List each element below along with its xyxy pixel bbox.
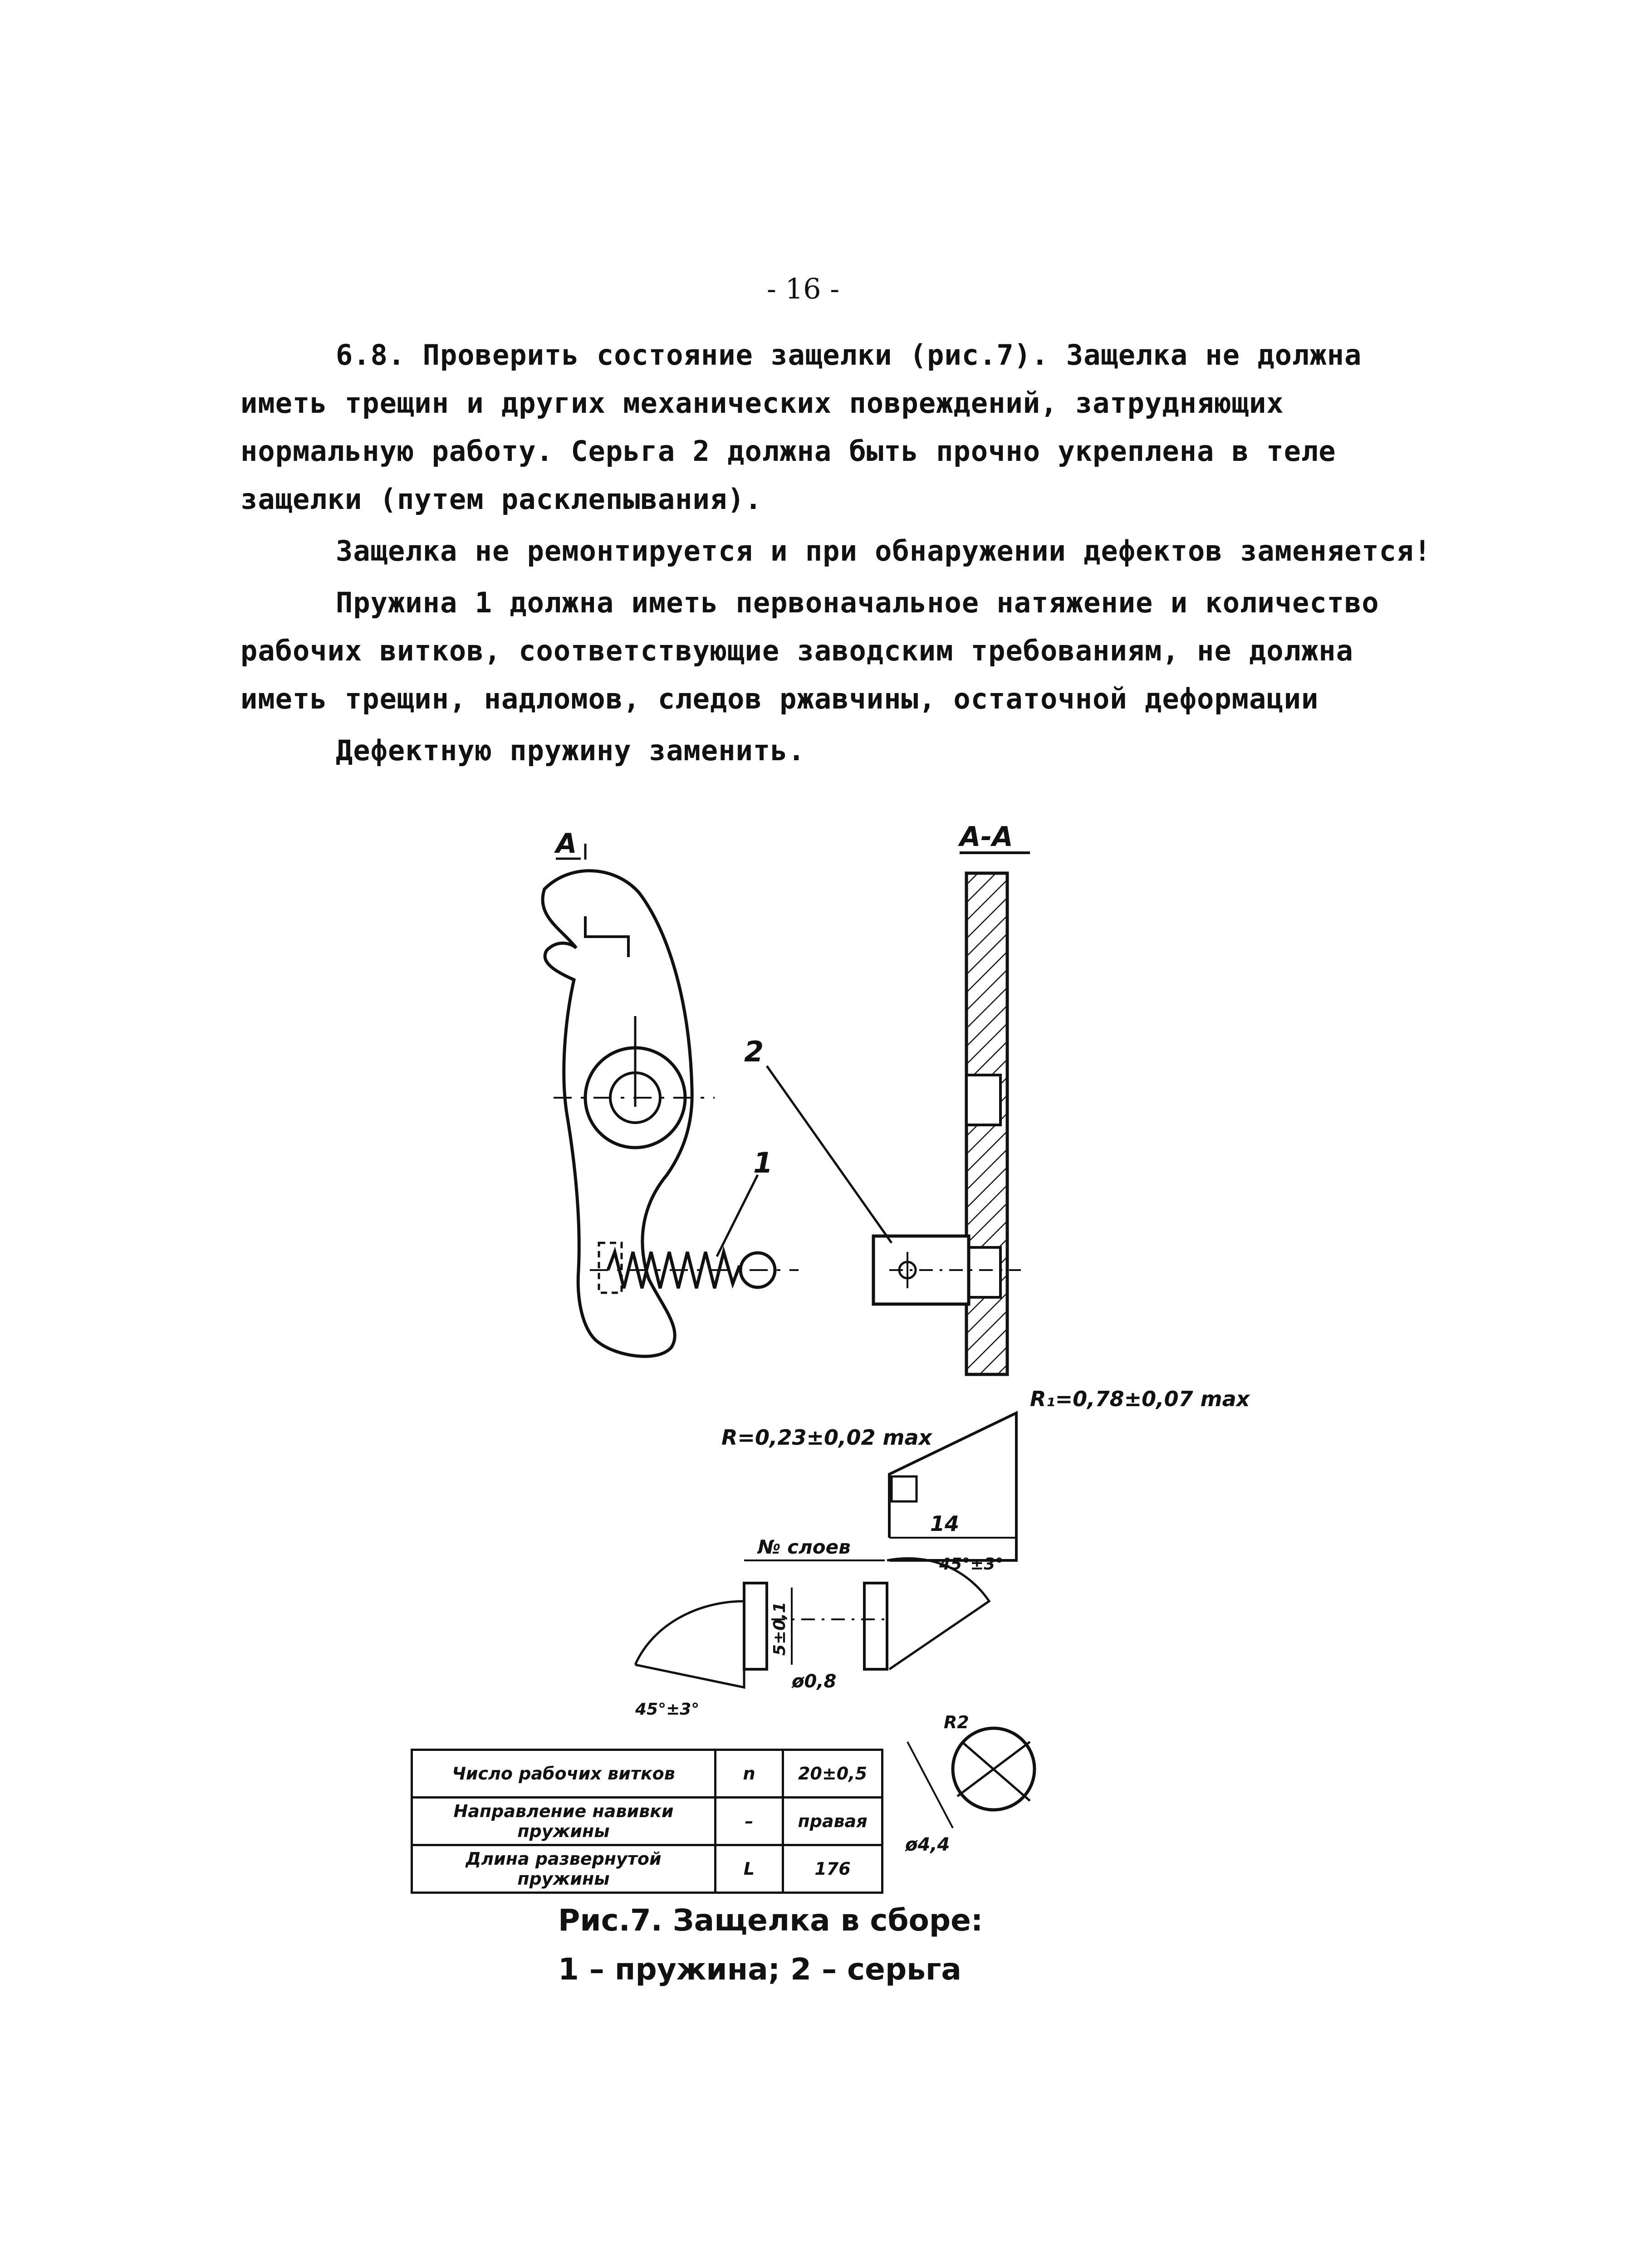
table-cell-symbol: n <box>716 1750 783 1798</box>
dim-radius-hook-main: R₁=0,78±0,07 max <box>1030 1387 1250 1411</box>
spring-coil-left <box>744 1583 767 1669</box>
hook-notch <box>892 1476 917 1501</box>
section-rivet-lower <box>966 1247 1000 1297</box>
figure-caption <box>558 1896 1103 1994</box>
dim-angle-left: 45°±3° <box>635 1700 700 1719</box>
callout-1-leader <box>717 1175 758 1256</box>
table-cell-symbol: L <box>716 1845 783 1893</box>
caption-legend: 1 – пружина; 2 – серьга <box>558 1952 961 1987</box>
dim-length: 14 <box>930 1511 960 1536</box>
paragraph-spring-requirements: Пружина 1 должна иметь первоначальное натяжение и количество рабочих витков, соответствующие заводским требованиям, не должна иметь трещин, надломов, следов ржавчины, остаточной деформации <box>240 586 1379 715</box>
table-row <box>412 1798 882 1845</box>
paragraph-6-8: 6.8. Проверить состояние защелки (рис.7). Защелка не должна иметь трещин и других механических повреждений, затрудняющих нормальную работу. Серьга 2 должна быть прочно укреплена в теле защелки (путем расклепывания). <box>240 338 1362 516</box>
dim-radius-small: R2 <box>944 1712 969 1732</box>
paragraph-replace-spring: Дефектную пружину заменить. <box>336 734 805 767</box>
dim-diameter: ø4,4 <box>905 1834 950 1855</box>
latch-notch <box>585 916 628 957</box>
table-cell-symbol: – <box>716 1798 783 1845</box>
dim-angle-right: 45°±3° <box>939 1555 1004 1574</box>
page-number: - 16 - <box>767 272 840 305</box>
table-row <box>412 1750 882 1798</box>
table-row <box>412 1845 882 1893</box>
section-label: А-А <box>960 821 1013 853</box>
callout-2-leader <box>767 1066 892 1243</box>
table-cell-value: 20±0,5 <box>783 1750 882 1798</box>
table-cell-name: Направление навивки пружины <box>412 1798 716 1845</box>
dim-pitch: № слоев <box>758 1536 851 1558</box>
dim-wire: ø0,8 <box>792 1671 837 1692</box>
paragraph-replace-note: Защелка не ремонтируется и при обнаружении дефектов заменяется! <box>336 534 1431 567</box>
caption-title: Рис.7. Защелка в сборе: <box>558 1903 983 1938</box>
dim-coil: 5±0,1 <box>770 1602 789 1656</box>
table-cell-value: 176 <box>783 1845 882 1893</box>
view-label: А <box>556 828 577 860</box>
spring-detail-right-arc <box>887 1559 989 1669</box>
dim-radius-hook: R=0,23±0,02 max <box>721 1425 932 1450</box>
table-cell-name: Число рабочих витков <box>412 1750 716 1798</box>
callout-2-label: 2 <box>744 1035 764 1068</box>
callout-1-label: 1 <box>753 1146 773 1179</box>
spring-detail-left-arc <box>635 1601 744 1687</box>
table-cell-value: правая <box>783 1798 882 1845</box>
dim-diameter-leader <box>907 1742 953 1828</box>
table-cell-name: Длина развернутой пружины <box>412 1845 716 1893</box>
spring-coil-right <box>864 1583 887 1669</box>
spring-spec-table <box>411 1749 883 1894</box>
section-rivet-upper <box>966 1075 1000 1125</box>
